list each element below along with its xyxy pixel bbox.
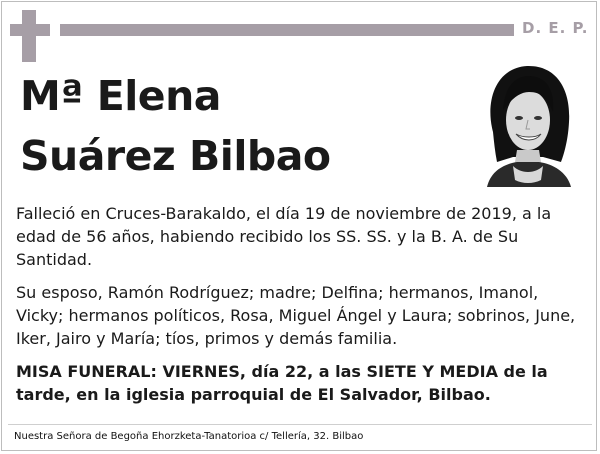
cross-icon — [10, 10, 50, 62]
portrait-photo-icon — [483, 62, 573, 187]
family-paragraph: Su esposo, Ramón Rodríguez; madre; Delfina; hermanos, Imanol, Vicky; hermanos políticos, Rosa, Miguel Ángel y Laura; sobrinos, June, Iker, Jairo y María; tíos, primos y demás familia. — [16, 283, 576, 348]
dep-badge: D. E. P. — [522, 19, 589, 37]
death-notice-paragraph: Falleció en Cruces-Barakaldo, el día 19 de noviembre de 2019, a la edad de 56 años, habiendo recibido los SS. SS. y la B. A. de Su Santidad. — [16, 204, 552, 269]
deceased-name — [20, 66, 331, 186]
name-line-first: Mª Elena — [20, 72, 221, 120]
funeral-mass-paragraph: MISA FUNERAL: VIERNES, día 22, a las SIETE Y MEDIA de la tarde, en la iglesia parroquial de El Salvador, Bilbao. — [16, 362, 548, 404]
portrait-photo — [483, 62, 573, 187]
footer-divider — [8, 424, 592, 425]
name-line-last: Suárez Bilbao — [20, 132, 331, 180]
funeral-home-footer: Nuestra Señora de Begoña Ehorzketa-Tanatorioa c/ Tellería, 32. Bilbao — [14, 431, 364, 442]
header-bar — [60, 24, 514, 36]
